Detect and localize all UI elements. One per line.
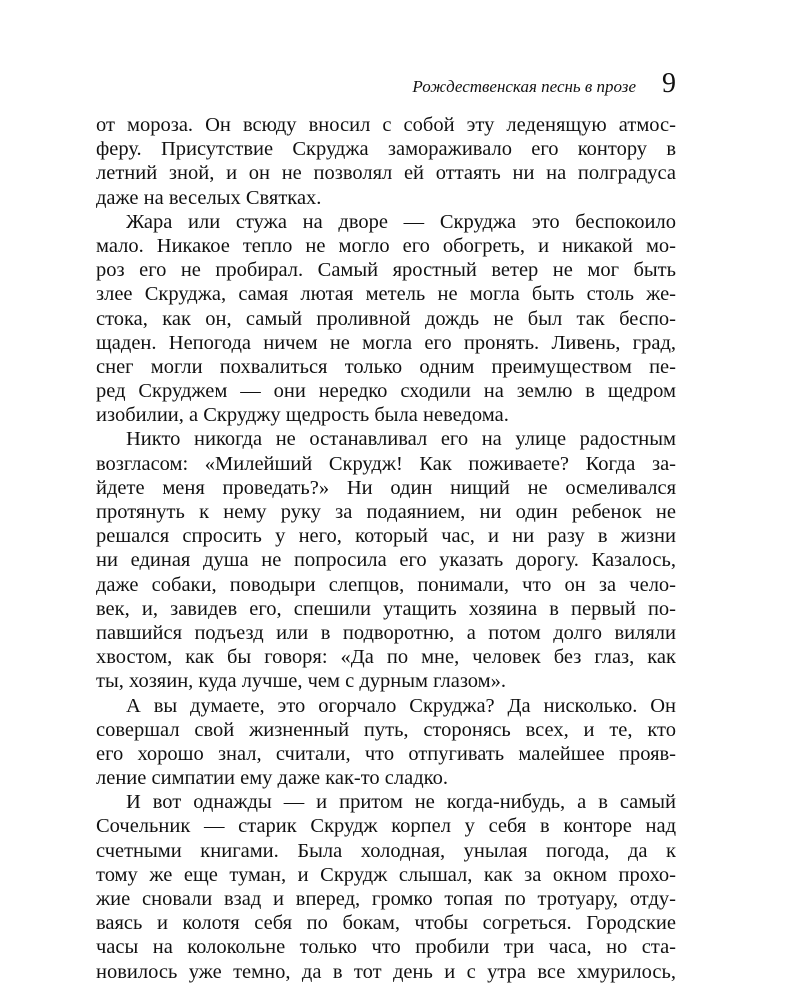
text-line: хвостом, как бы говоря: «Да по мне, человек без глаз, как [96, 646, 676, 669]
text-line: щаден. Непогода ничем не могла его пронять. Ливень, град, [96, 331, 676, 354]
text-line: решался спросить у него, который час, и ни разу в жизни [96, 525, 676, 548]
text-line: злее Скруджа, самая лютая метель не могла быть столь же- [96, 283, 676, 306]
text-line: ты, хозяин, куда лучше, чем с дурным глазом». [96, 670, 507, 693]
paragraph [96, 210, 676, 428]
text-line: мало. Никакое тепло не могло его обогреть, и никакой мо- [96, 234, 676, 257]
text-line: тому же еще туман, и Скрудж слышал, как за окном прохо- [96, 863, 676, 886]
text-line: феру. Присутствие Скруджа замораживало его контору в [96, 138, 676, 161]
text-line: даже на веселых Святках. [96, 186, 322, 209]
text-line: от мороза. Он всюду вносил с собой эту леденящую атмос- [96, 114, 676, 136]
page-header [96, 68, 676, 102]
text-line: павшийся подъезд или в подворотню, а потом долго виляли [96, 621, 676, 644]
text-line: часы на колокольне только что пробили три часа, но ста- [96, 936, 676, 959]
text-line: новилось уже темно, да в тот день и с утра все хмурилось, [96, 960, 676, 983]
text-line: роз его не пробирал. Самый яростный ветер не мог быть [96, 259, 676, 282]
text-line: ваясь и колотя себя по бокам, чтобы согреться. Городские [96, 912, 676, 935]
page-number: 9 [662, 68, 676, 99]
text-line: ление симпатии ему даже как-то сладко. [96, 767, 448, 790]
paragraph [96, 694, 676, 791]
text-line: ни единая душа не попросила его указать дорогу. Казалось, [96, 549, 676, 572]
body-text [96, 113, 676, 984]
text-line: И вот однажды — и притом не когда-нибудь, а в самый [126, 791, 676, 814]
text-line: счетными книгами. Была холодная, унылая погода, да к [96, 839, 676, 862]
text-line: йдете меня проведать?» Ни один нищий не осмеливался [96, 476, 676, 499]
paragraph [96, 113, 676, 210]
running-title: Рождественская песнь в прозе [412, 77, 636, 96]
text-line: стока, как он, самый проливной дождь не был так беспо- [96, 307, 676, 330]
text-line: Сочельник — старик Скрудж корпел у себя в конторе над [96, 815, 676, 838]
text-line: изобилии, а Скруджу щедрость была неведома. [96, 404, 509, 427]
text-line: возгласом: «Милейший Скрудж! Как поживаете? Когда за- [96, 452, 676, 475]
text-line: совершал свой жизненный путь, сторонясь всех, и те, кто [96, 718, 676, 741]
text-line: даже собаки, поводыри слепцов, понимали, что он за чело- [96, 573, 676, 596]
text-line: его хорошо знал, считали, что отпугивать малейшее прояв- [96, 742, 676, 765]
text-line: А вы думаете, это огорчало Скруджа? Да нисколько. Он [126, 694, 676, 717]
paragraph [96, 790, 676, 984]
text-line: протянуть к нему руку за подаянием, ни один ребенок не [96, 501, 676, 523]
paragraph [96, 427, 676, 693]
text-line: ред Скруджем — они нередко сходили на землю в щедром [96, 380, 676, 403]
text-line: Никто никогда не останавливал его на улице радостным [126, 428, 676, 451]
text-line: снег могли похвалиться только одним преимуществом пе- [96, 355, 676, 378]
text-line: Жара или стужа на дворе — Скруджа это беспокоило [126, 210, 676, 233]
text-line: век, и, завидев его, спешили утащить хозяина в первый по- [96, 597, 676, 620]
text-line: жие сновали взад и вперед, громко топая по тротуару, отду- [96, 888, 676, 910]
text-line: летний зной, и он не позволял ей оттаять ни на полградуса [96, 162, 676, 185]
